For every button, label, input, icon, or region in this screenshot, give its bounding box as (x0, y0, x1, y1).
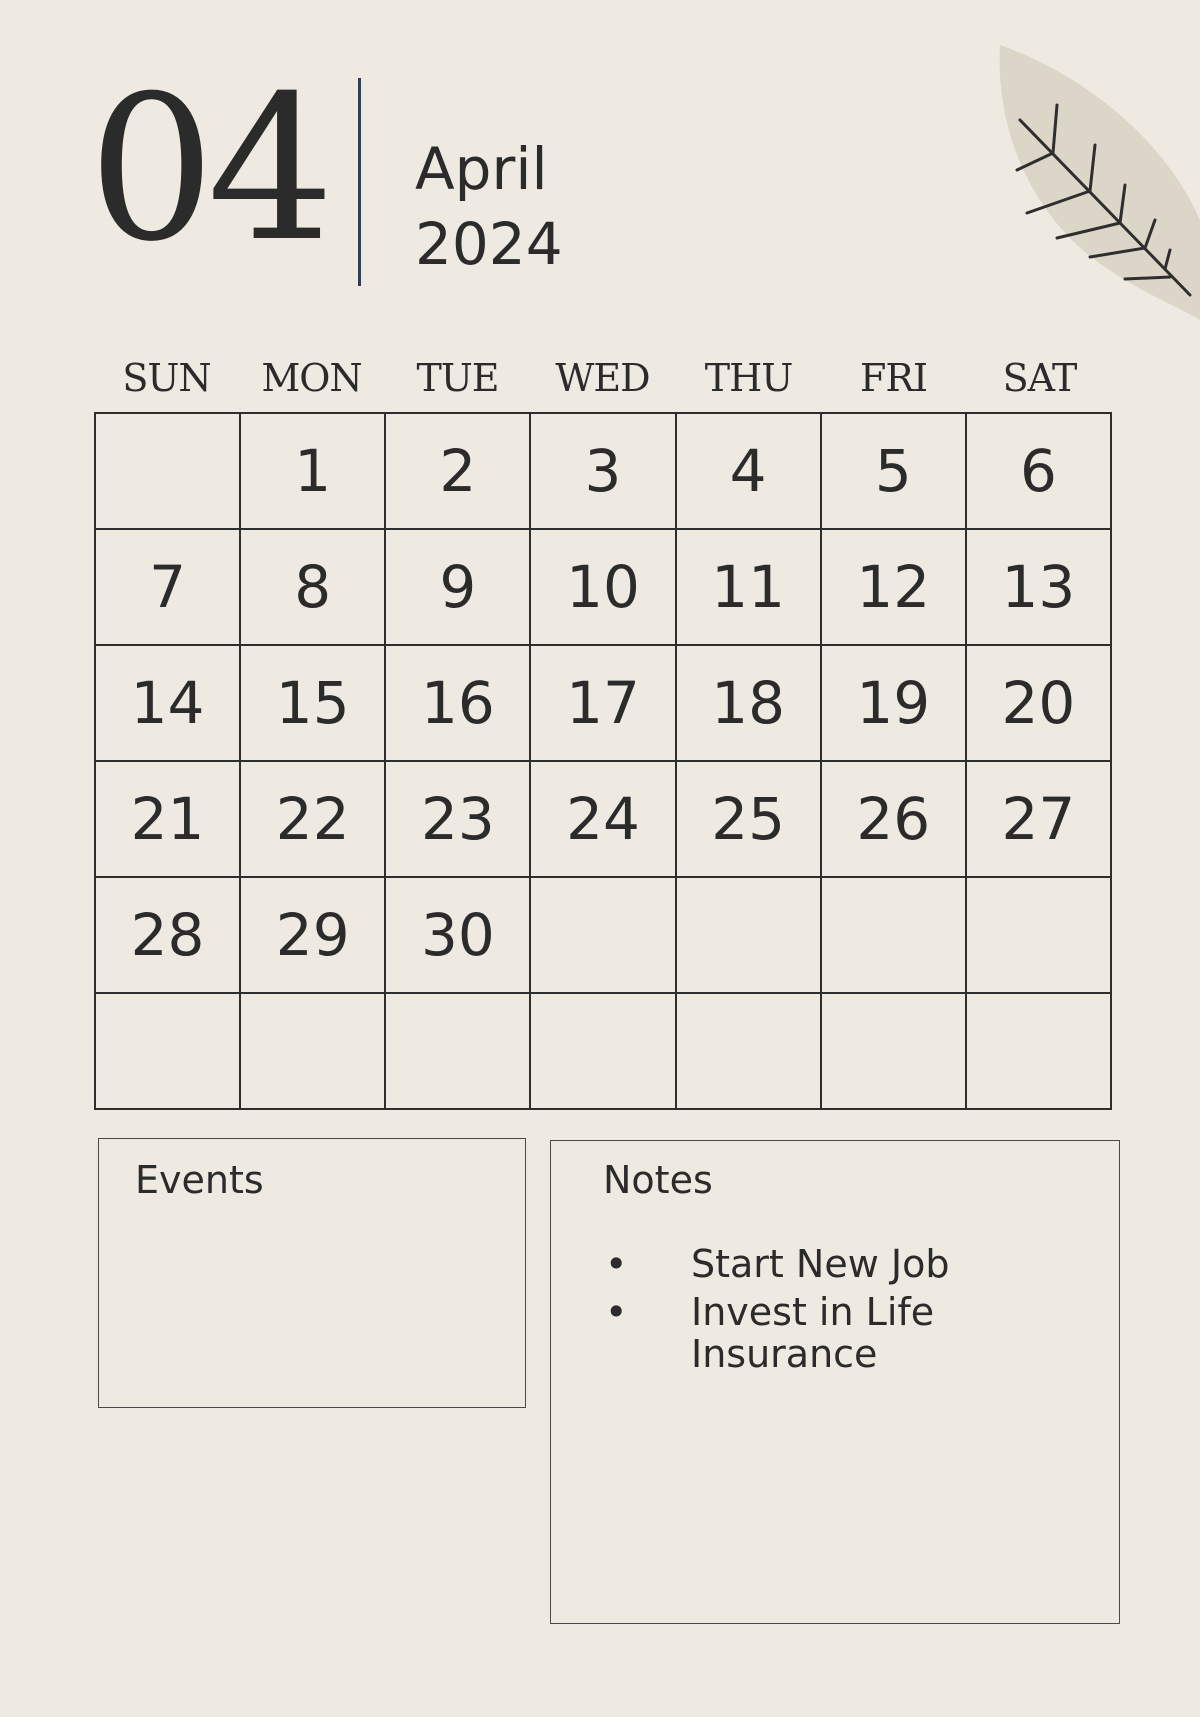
notes-list (601, 1243, 1101, 1381)
calendar-empty-cell[interactable] (967, 878, 1112, 994)
note-item-text: Invest in Life Insurance (691, 1290, 935, 1376)
calendar-day-cell[interactable]: 7 (96, 530, 241, 646)
calendar-day-cell[interactable]: 17 (531, 646, 676, 762)
weekday-sun: SUN (122, 356, 211, 400)
calendar-day-cell[interactable]: 12 (822, 530, 967, 646)
bullet-icon: • (605, 1242, 628, 1286)
weekday-thu: THU (704, 356, 793, 400)
leaf-icon (995, 45, 1200, 330)
calendar-day-cell[interactable]: 30 (386, 878, 531, 994)
calendar-day-cell[interactable]: 11 (677, 530, 822, 646)
note-item-text: Start New Job (691, 1242, 950, 1286)
weekday-fri: FRI (860, 356, 927, 400)
calendar-empty-cell[interactable] (531, 994, 676, 1110)
calendar-empty-cell[interactable] (677, 878, 822, 994)
calendar-day-cell[interactable]: 13 (967, 530, 1112, 646)
weekday-header-row (94, 348, 1112, 408)
notes-panel[interactable] (550, 1140, 1120, 1624)
calendar-empty-cell[interactable] (96, 414, 241, 530)
month-number: 04 (88, 53, 327, 286)
calendar-empty-cell[interactable] (531, 878, 676, 994)
calendar-day-cell[interactable]: 19 (822, 646, 967, 762)
events-panel[interactable] (98, 1138, 526, 1408)
calendar-day-cell[interactable]: 1 (241, 414, 386, 530)
calendar-empty-cell[interactable] (822, 878, 967, 994)
calendar-day-cell[interactable]: 9 (386, 530, 531, 646)
month-name: April (415, 135, 548, 203)
header-divider (358, 78, 361, 286)
calendar-day-cell[interactable]: 4 (677, 414, 822, 530)
calendar-day-cell[interactable]: 8 (241, 530, 386, 646)
calendar-day-cell[interactable]: 25 (677, 762, 822, 878)
calendar-day-cell[interactable]: 2 (386, 414, 531, 530)
calendar-day-cell[interactable]: 15 (241, 646, 386, 762)
bullet-icon: • (605, 1290, 628, 1334)
note-item (601, 1291, 1101, 1375)
calendar-empty-cell[interactable] (677, 994, 822, 1110)
weekday-wed: WED (555, 356, 650, 400)
calendar-day-cell[interactable]: 23 (386, 762, 531, 878)
calendar-day-cell[interactable]: 10 (531, 530, 676, 646)
calendar-day-cell[interactable]: 26 (822, 762, 967, 878)
calendar-empty-cell[interactable] (96, 994, 241, 1110)
weekday-sat: SAT (1002, 356, 1077, 400)
weekday-mon: MON (261, 356, 362, 400)
calendar-day-cell[interactable]: 18 (677, 646, 822, 762)
events-title: Events (135, 1158, 264, 1202)
calendar-grid (94, 412, 1112, 1110)
calendar-day-cell[interactable]: 3 (531, 414, 676, 530)
calendar-empty-cell[interactable] (241, 994, 386, 1110)
calendar-day-cell[interactable]: 29 (241, 878, 386, 994)
calendar-day-cell[interactable]: 28 (96, 878, 241, 994)
calendar-day-cell[interactable]: 6 (967, 414, 1112, 530)
year-label: 2024 (415, 210, 563, 278)
calendar-day-cell[interactable]: 14 (96, 646, 241, 762)
calendar-day-cell[interactable]: 21 (96, 762, 241, 878)
notes-title: Notes (603, 1158, 713, 1202)
note-item (601, 1243, 1101, 1285)
calendar-day-cell[interactable]: 22 (241, 762, 386, 878)
calendar-empty-cell[interactable] (386, 994, 531, 1110)
calendar-day-cell[interactable]: 27 (967, 762, 1112, 878)
calendar-empty-cell[interactable] (822, 994, 967, 1110)
calendar-day-cell[interactable]: 5 (822, 414, 967, 530)
calendar-empty-cell[interactable] (967, 994, 1112, 1110)
calendar-day-cell[interactable]: 24 (531, 762, 676, 878)
weekday-tue: TUE (416, 356, 499, 400)
calendar-day-cell[interactable]: 20 (967, 646, 1112, 762)
calendar-day-cell[interactable]: 16 (386, 646, 531, 762)
